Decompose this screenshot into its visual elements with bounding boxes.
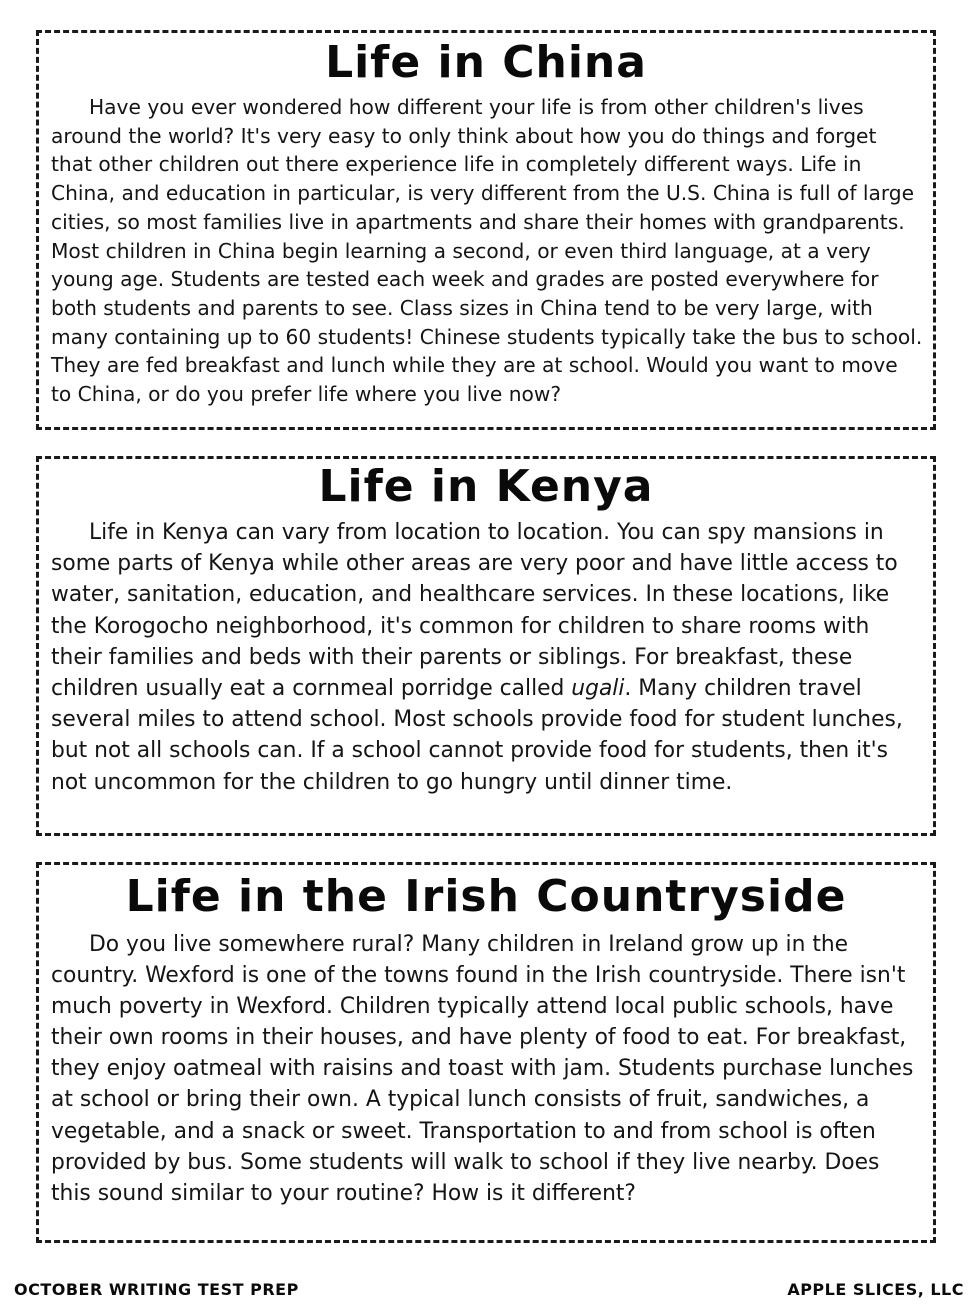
passage-title: Life in China <box>325 37 647 88</box>
passage-card-kenya <box>36 456 936 836</box>
passage-text: . Many children travel several miles to attend school. Most schools provide food for student lunches, but not all schools can. If a school cannot provide food for students, then it's not uncommon for the children to go hungry until dinner time. <box>51 676 903 795</box>
passage-text: Life in Kenya can vary from location to location. You can spy mansions in some parts of Kenya while other areas are very poor and have little access to water, sanitation, education, and healthcare services. In these locations, like the Korogocho neighborhood, it's common for children to share rooms with their families and beds with their parents or siblings. For breakfast, these children usually eat a cornmeal porridge called <box>51 520 898 702</box>
passage-title: Life in the Irish Countryside <box>125 871 847 922</box>
footer-publisher-label: APPLE SLICES, LLC <box>787 1280 964 1299</box>
footer-series-label: OCTOBER WRITING TEST PREP <box>14 1280 299 1299</box>
passage-body: Have you ever wondered how different your life is from other children's lives around the world? It's very easy to only think about how you do things and forget that other children out there experience life in completely different ways. Life in China, and education in particular, is very different from the U.S. China is full of large cities, so most families live in apartments and share their homes with grandparents. Most children in China begin learning a second, or even third language, at a very young age. Students are tested each week and grades are posted everywhere for both students and parents to see. Class sizes in China tend to be very large, with many containing up to 60 students! Chinese students typically take the bus to school. They are fed breakfast and lunch while they are at school. Would you want to move to China, or do you prefer life where you live now? <box>51 95 923 407</box>
passage-title: Life in Kenya <box>318 461 654 512</box>
passage-body <box>39 517 933 798</box>
passage-card-ireland <box>36 862 936 1243</box>
passage-emphasis: ugali <box>571 676 625 702</box>
passage-card-china <box>36 30 936 430</box>
passage-body: Do you live somewhere rural? Many children in Ireland grow up in the country. Wexford is one of the towns found in the Irish countryside. There isn't much poverty in Wexford. Children typically attend local public schools, have their own rooms in their houses, and have plenty of food to eat. For breakfast, they enjoy oatmeal with raisins and toast with jam. Students purchase lunches at school or bring their own. A typical lunch consists of fruit, sandwiches, a vegetable, and a snack or sweet. Transportation to and from school is often provided by bus. Some students will walk to school if they live nearby. Does this sound similar to your routine? How is it different? <box>51 932 914 1206</box>
